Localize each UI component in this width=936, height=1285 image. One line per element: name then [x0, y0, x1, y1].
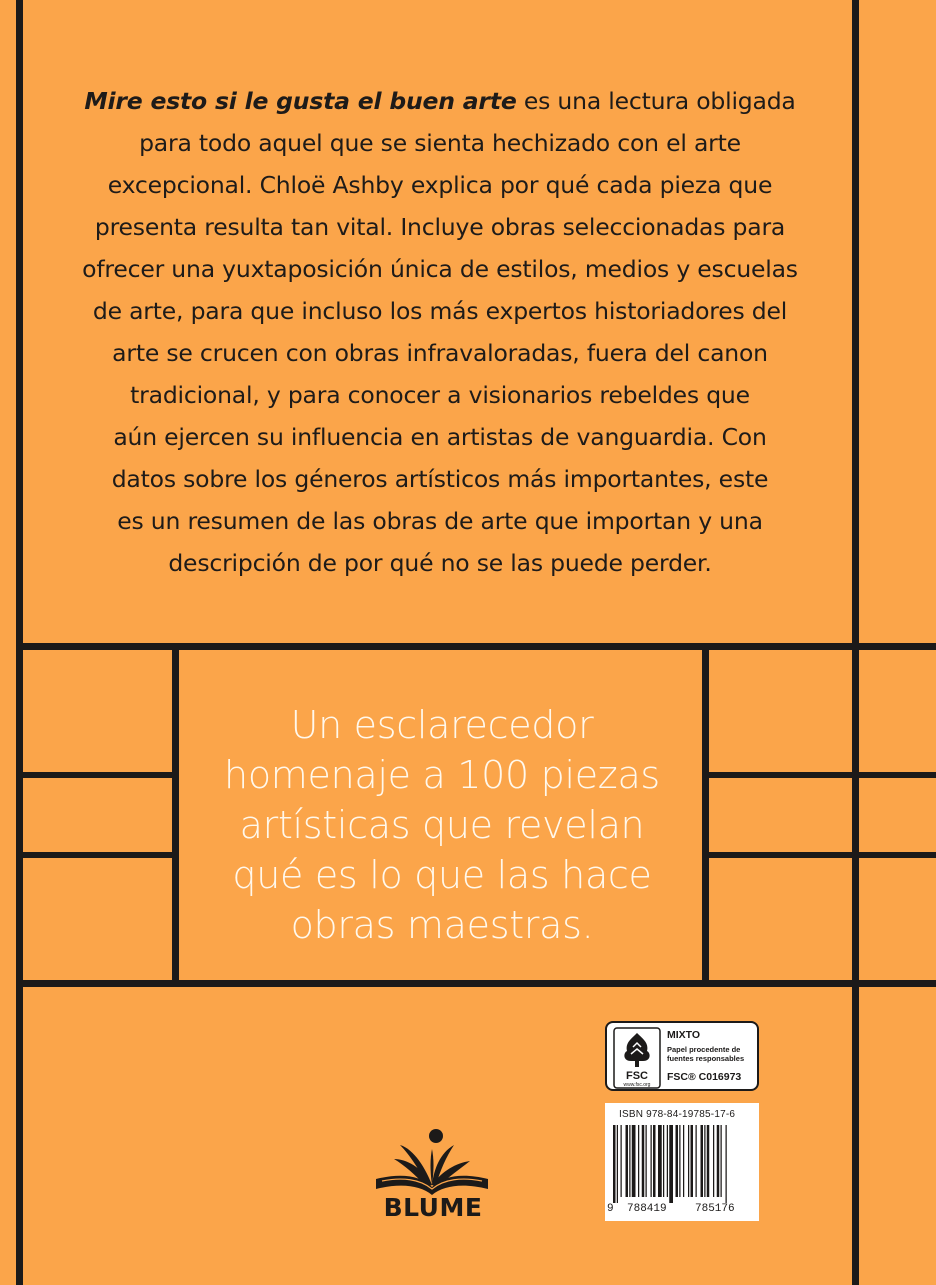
quote-line-1: Un esclarecedor [290, 703, 594, 747]
barcode-bar [721, 1125, 722, 1197]
barcode-bar [638, 1125, 639, 1197]
description-book-title: Mire esto si le gusta el buen arte [84, 87, 517, 115]
pull-quote [180, 700, 704, 950]
barcode-bar [629, 1125, 630, 1197]
quote-line-2: homenaje a 100 piezas [224, 753, 660, 797]
fsc-code: FSC® C016973 [667, 1071, 742, 1083]
description-line-6: de arte, para que incluso los más expertos historiadores del [92, 297, 788, 325]
barcode-bar [667, 1125, 668, 1197]
description-line-10: datos sobre los géneros artísticos más importantes, este [111, 465, 769, 493]
fsc-certification-label [605, 1021, 759, 1091]
frame-line-left-h2 [16, 852, 172, 858]
frame-line-right-h1 [709, 772, 936, 778]
barcode-bar [632, 1125, 636, 1197]
barcode-bar [707, 1125, 710, 1197]
frame-line-left-h1 [16, 772, 172, 778]
barcode-bar [642, 1125, 645, 1197]
barcode-bar [626, 1125, 629, 1197]
barcode-bar [717, 1125, 720, 1197]
back-cover-description [40, 80, 840, 584]
barcode-bar [726, 1125, 727, 1203]
frame-line-inner-left [172, 650, 179, 980]
barcode-bar [653, 1125, 656, 1197]
barcode-bar [691, 1125, 694, 1197]
barcode-digit-prefix: 9 [607, 1203, 614, 1215]
frame-line-lower [16, 980, 936, 987]
barcode-bar [696, 1125, 697, 1197]
barcode-bar [658, 1125, 662, 1197]
barcode-bar [669, 1125, 673, 1203]
barcode-bar [613, 1125, 616, 1203]
barcode-bar [646, 1125, 647, 1197]
barcode-bars [613, 1125, 753, 1203]
quote-line-5: obras maestras. [290, 903, 594, 947]
fsc-logo-text: FSC [626, 1070, 648, 1082]
fsc-site-text: www.fsc.org [623, 1082, 651, 1088]
frame-line-upper [16, 643, 936, 650]
barcode-bar [679, 1125, 680, 1197]
description-line-3: excepcional. Chloë Ashby explica por qué cada pieza que [107, 171, 773, 199]
description-line-9: aún ejercen su influencia en artistas de vanguardia. Con [113, 423, 767, 451]
frame-line-right-h2 [709, 852, 936, 858]
barcode-bar [688, 1125, 689, 1197]
fsc-subtitle: Papel procedente de fuentes responsables [667, 1045, 745, 1063]
barcode-bar [683, 1125, 684, 1197]
description-line-5: ofrecer una yuxtaposición única de estilos, medios y escuelas [82, 255, 798, 283]
description-line-1-rest: es una lectura obligada [516, 87, 796, 115]
barcode-bar [701, 1125, 704, 1197]
description-line-11: es un resumen de las obras de arte que importan y una [117, 507, 763, 535]
description-line-4: presenta resulta tan vital. Incluye obras seleccionadas para [94, 213, 786, 241]
fsc-title: MIXTO [667, 1029, 701, 1041]
barcode-bar [704, 1125, 705, 1197]
isbn-number: ISBN 978-84-19785-17-6 [619, 1109, 736, 1120]
barcode-digit-group-1: 788419 [627, 1203, 667, 1215]
barcode-bar [651, 1125, 652, 1197]
isbn-barcode [605, 1103, 759, 1221]
fsc-tree-icon [613, 1027, 661, 1089]
publisher-name: BLUME [383, 1193, 483, 1222]
barcode-bar [617, 1125, 618, 1203]
description-line-8: tradicional, y para conocer a visionarios rebeldes que [130, 381, 750, 409]
barcode-bar [663, 1125, 664, 1197]
barcode-bar [713, 1125, 714, 1197]
description-line-12: descripción de por qué no se las puede perder. [168, 549, 712, 577]
barcode-bar [676, 1125, 679, 1197]
description-line-2: para todo aquel que se sienta hechizado con el arte [139, 129, 741, 157]
description-line-1 [40, 80, 840, 122]
quote-line-3: artísticas que revelan [239, 803, 645, 847]
description-line-7: arte se crucen con obras infravaloradas, fuera del canon [112, 339, 768, 367]
barcode-bar [621, 1125, 622, 1197]
quote-line-4: qué es lo que las hace [232, 853, 652, 897]
barcode-digit-group-2: 785176 [695, 1203, 735, 1215]
